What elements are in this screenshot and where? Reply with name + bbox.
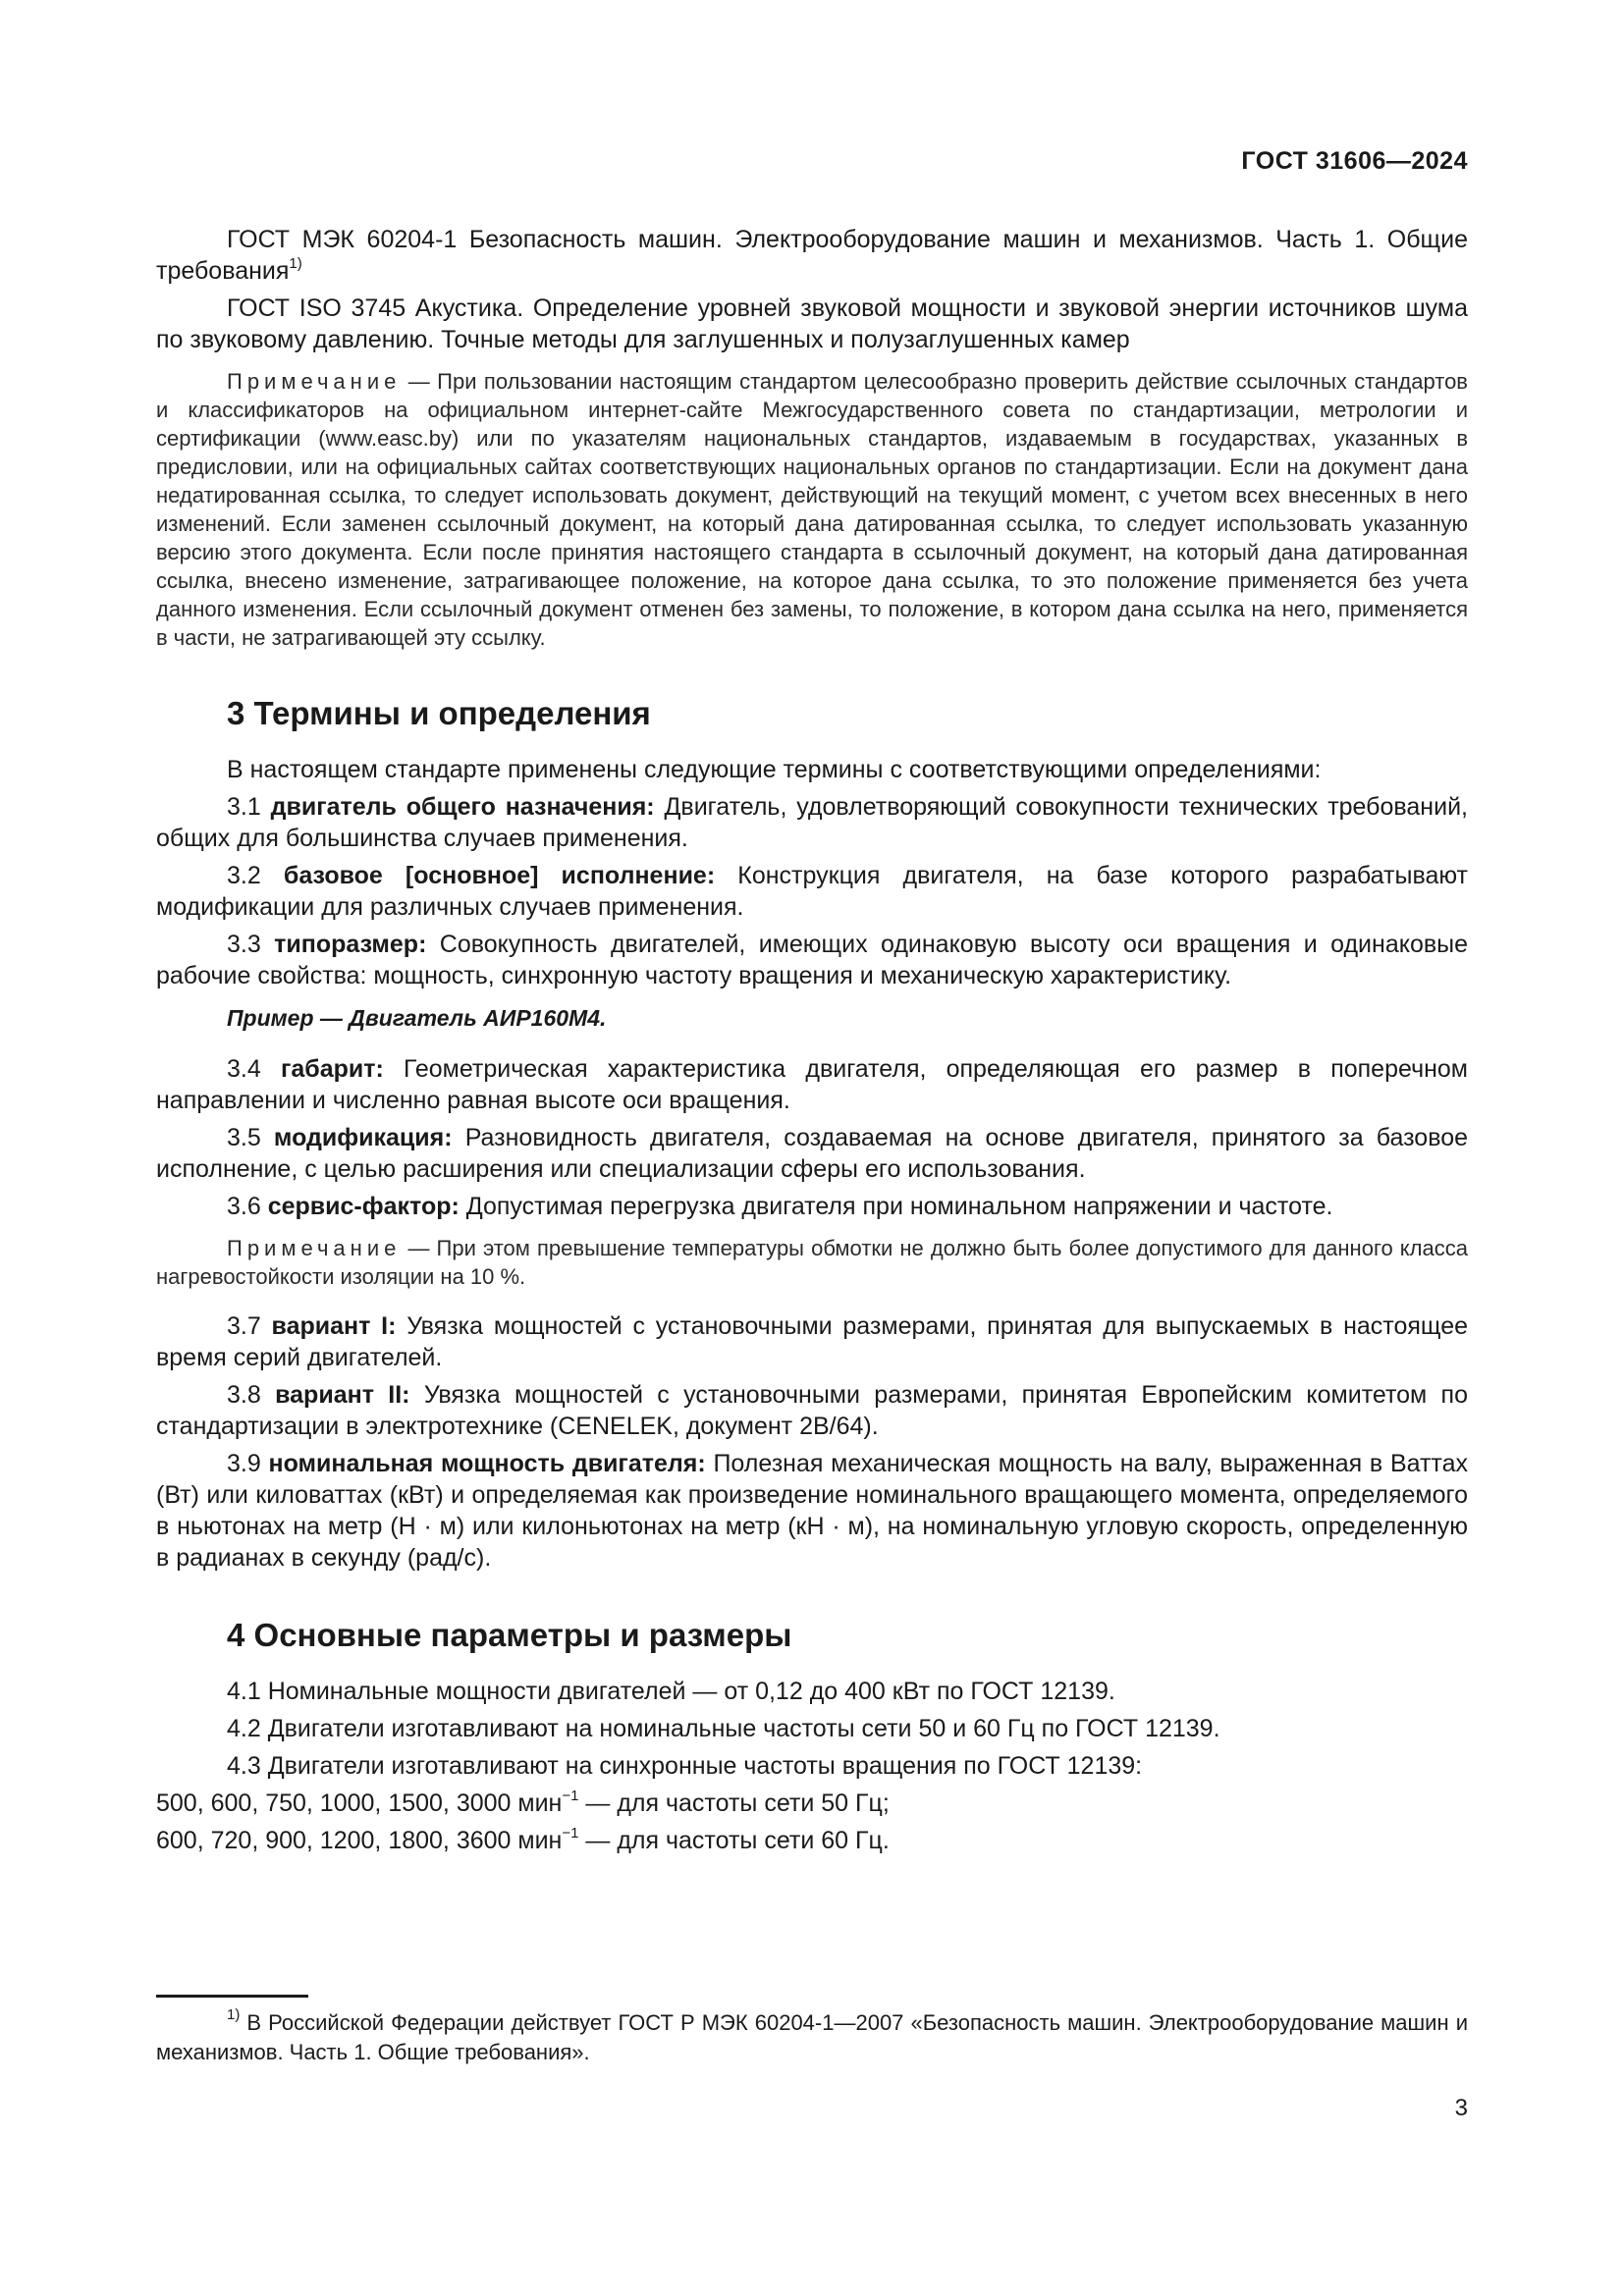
footnote-divider [156,1995,308,1998]
term-name: номинальная мощность двигателя: [268,1450,706,1477]
note-block [156,1234,1468,1291]
page-content [156,224,1468,1862]
clause-text: 4.1 Номинальные мощности двигателей — от 0,12 до 400 кВт по ГОСТ 12139. [227,1678,1115,1705]
note-label: Примечание [227,369,402,394]
term-definition [156,791,1468,854]
footnote-text: В Российской Федерации действует ГОСТ Р МЭК 60204-1—2007 «Безопасность машин. Электрооборудование машин и механизмов. Часть 1. Общие требования». [156,2010,1468,2064]
reference-text: ГОСТ ISO 3745 Акустика. Определение уровней звуковой мощности и звуковой энергии источников шума по звуковому давлению. Точные методы для заглушенных и полузаглушенных камер [156,294,1468,353]
term-text: Двигатель, удовлетворяющий совокупности технических требований, общих для большинства случаев применения. [156,793,1468,852]
term-number: 3.9 [227,1450,269,1477]
unit-exponent: −1 [562,1825,579,1842]
term-name: вариант I: [271,1312,397,1340]
term-text: Увязка мощностей с установочными размерами, принятая для выпускаемых в настоящее время серий двигателей. [156,1312,1469,1371]
term-name: вариант II: [275,1381,410,1409]
term-name: двигатель общего назначения: [270,793,655,821]
term-definition [156,1310,1468,1373]
term-number: 3.7 [227,1312,272,1340]
reference-entry [156,224,1468,287]
frequency-line-60hz [156,1825,1468,1856]
term-name: базовое [основное] исполнение: [283,862,716,889]
clause-text: 4.3 Двигатели изготавливают на синхронные частоты вращения по ГОСТ 12139: [227,1752,1143,1780]
section-title: 4 Основные параметры и размеры [227,1617,792,1653]
term-number: 3.8 [227,1381,276,1409]
frequency-note: — для частоты сети 60 Гц. [578,1827,890,1854]
unit-exponent: −1 [562,1788,579,1804]
term-definition [156,1191,1468,1222]
term-name: типоразмер: [274,931,427,958]
footnote [156,2008,1468,2067]
footnote-mark: 1) [289,255,302,272]
note-block [156,367,1468,652]
term-number: 3.5 [227,1124,274,1151]
note-text: — При этом превышение температуры обмотки не должно быть более допустимого для данного класса нагревостойкости изоляции на 10 %. [156,1236,1468,1289]
document-id-header: ГОСТ 31606—2024 [1241,147,1468,175]
term-text: Допустимая перегрузка двигателя при номинальном напряжении и частоте. [459,1193,1333,1220]
term-name: модификация: [273,1124,453,1151]
term-text: Разновидность двигателя, создаваемая на основе двигателя, принятого за базовое исполнение, с целью расширения или специализации сферы его использования. [156,1124,1469,1183]
term-definition [156,929,1468,991]
footnote-mark: 1) [227,2006,241,2023]
term-definition [156,860,1468,923]
note-text: — При пользовании настоящим стандартом целесообразно проверить действие ссылочных стандартов и классификаторов на официальном интернет-сайте Межгосударственного совета по стандартизации, метрологии и сертификации (www.easc.by) или по указателям национальных стандартов, издаваемым в государствах, указанных в предисловии, или на официальных сайтах соответствующих национальных органов по стандартизации. Если на документ дана недатированная ссылка, то следует использовать документ, действующий на текущий момент, с учетом всех внесенных в него изменений. Если заменен ссылочный документ, на который дана датированная ссылка, то следует использовать указанную версию этого документа. Если после принятия настоящего стандарта в ссылочный документ, на который дана датированная ссылка, внесено изменение, затрагивающее положение, на которое дана ссылка, то это положение применяется без учета данного изменения. Если ссылочный документ отменен без замены, то положение, в котором дана ссылка на него, применяется в части, не затрагивающей эту ссылку. [156,369,1468,650]
frequency-line-50hz [156,1788,1468,1819]
term-definition [156,1448,1468,1574]
term-text: Совокупность двигателей, имеющих одинаковую высоту оси вращения и одинаковые рабочие свойства: мощность, синхронную частоту вращения и механическую характеристику. [156,931,1468,989]
page-number: 3 [1454,2095,1468,2121]
term-text: Геометрическая характеристика двигателя, определяющая его размер в поперечном направлении и численно равная высоте оси вращения. [156,1055,1468,1114]
frequency-note: — для частоты сети 50 Гц; [578,1789,890,1817]
clause-text: 4.2 Двигатели изготавливают на номинальные частоты сети 50 и 60 Гц по ГОСТ 12139. [227,1715,1220,1742]
term-definition [156,1053,1468,1116]
section-title: 3 Термины и определения [227,695,651,731]
term-number: 3.3 [227,931,275,958]
term-name: габарит: [280,1055,384,1083]
term-text: Полезная механическая мощность на валу, выраженная в Ваттах (Вт) или киловаттах (кВт) и определяемая как произведение номинального вращающего момента, определяемого в ньютонах на метр (Н · м) или килоньютонах на метр (кН · м), на номинальную угловую скорость, определенную в радианах в секунду (рад/с). [156,1450,1468,1572]
term-number: 3.2 [227,862,284,889]
example-text: Пример — Двигатель АИР160М4. [227,1005,607,1031]
frequency-values: 500, 600, 750, 1000, 1500, 3000 мин [156,1789,563,1817]
term-text: Увязка мощностей с установочными размерами, принятая Европейским комитетом по стандартизации в электротехнике (CENELEK, документ 2B/64). [156,1381,1468,1440]
term-number: 3.4 [227,1055,281,1083]
note-label: Примечание [227,1236,402,1260]
frequency-values: 600, 720, 900, 1200, 1800, 3600 мин [156,1827,563,1854]
reference-text: ГОСТ МЭК 60204-1 Безопасность машин. Электрооборудование машин и механизмов. Часть 1. Общие требования [156,226,1468,285]
term-definition [156,1122,1468,1185]
term-definition [156,1379,1468,1442]
section-intro: В настоящем стандарте применены следующие термины с соответствующими определениями: [227,756,1322,783]
term-number: 3.6 [227,1193,268,1220]
term-number: 3.1 [227,793,271,821]
term-name: сервис-фактор: [267,1193,460,1220]
reference-entry [156,293,1468,355]
term-text: Конструкция двигателя, на базе которого разрабатывают модификации для различных случаев применения. [156,862,1469,921]
